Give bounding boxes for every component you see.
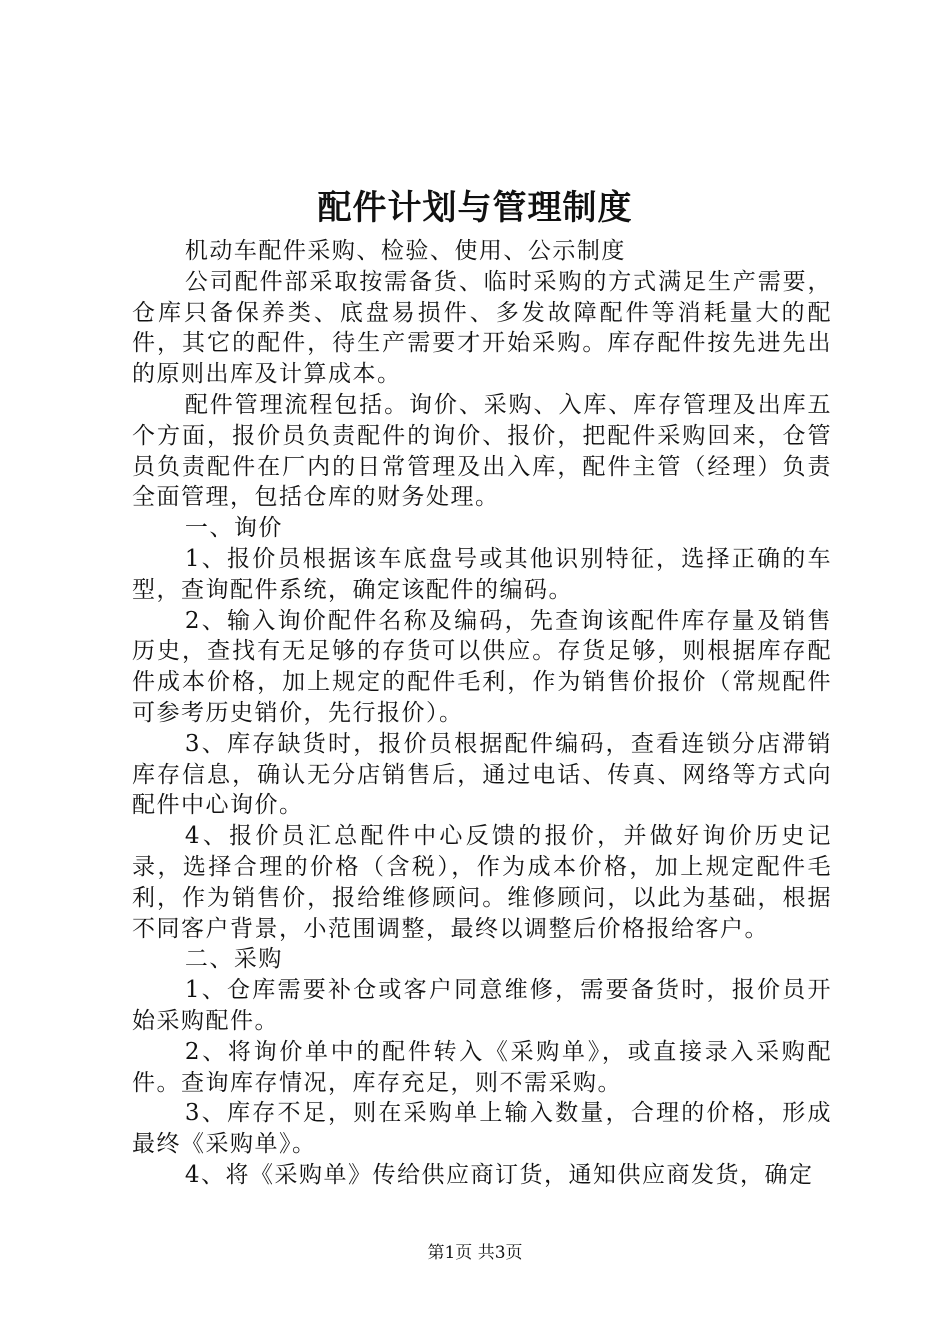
paragraph: 配件管理流程包括。询价、采购、入库、库存管理及出库五个方面，报价员负责配件的询价、报价，把配件采购回来，仓管员负责配件在厂内的日常管理及出入库，配件主管（经理）负责全面管理，包括仓库的财务处理。 [132,391,832,511]
paragraph: 3、库存缺货时，报价员根据配件编码，查看连锁分店滞销库存信息，确认无分店销售后，通过电话、传真、网络等方式向配件中心询价。 [132,730,832,819]
paragraph: 公司配件部采取按需备货、临时采购的方式满足生产需要，仓库只备保养类、底盘易损件、多发故障配件等消耗量大的配件，其它的配件，待生产需要才开始采购。库存配件按先进先出的原则出库及计算成本。 [132,268,832,388]
paragraph: 4、将《采购单》传给供应商订货，通知供应商发货，确定 [184,1161,814,1188]
paragraph-subtitle: 机动车配件采购、检验、使用、公示制度 [184,238,626,264]
paragraph: 3、库存不足，则在采购单上输入数量，合理的价格，形成最终《采购单》。 [132,1100,832,1158]
document-body [132,236,832,1191]
page-number-footer: 第1页 共3页 [427,1243,523,1263]
section-heading: 一、询价 [184,515,283,542]
paragraph: 2、将询价单中的配件转入《采购单》，或直接录入采购配件。查询库存情况，库存充足，则不需采购。 [132,1038,832,1096]
paragraph: 1、报价员根据该车底盘号或其他识别特征，选择正确的车型，查询配件系统，确定该配件的编码。 [132,545,832,603]
section-heading: 二、采购 [184,946,283,973]
paragraph: 1、仓库需要补仓或客户同意维修，需要备货时，报价员开始采购配件。 [132,977,832,1034]
paragraph: 2、输入询价配件名称及编码，先查询该配件库存量及销售历史，查找有无足够的存货可以供应。存货足够，则根据库存配件成本价格，加上规定的配件毛利，作为销售价报价（常规配件可参考历史销价，先行报价）。 [132,607,832,726]
document-title: 配件计划与管理制度 [317,188,633,228]
paragraph: 4、报价员汇总配件中心反馈的报价，并做好询价历史记录，选择合理的价格（含税），作为成本价格，加上规定配件毛利，作为销售价，报给维修顾问。维修顾问，以此为基础，根据不同客户背景，小范围调整，最终以调整后价格报给客户。 [132,823,832,942]
